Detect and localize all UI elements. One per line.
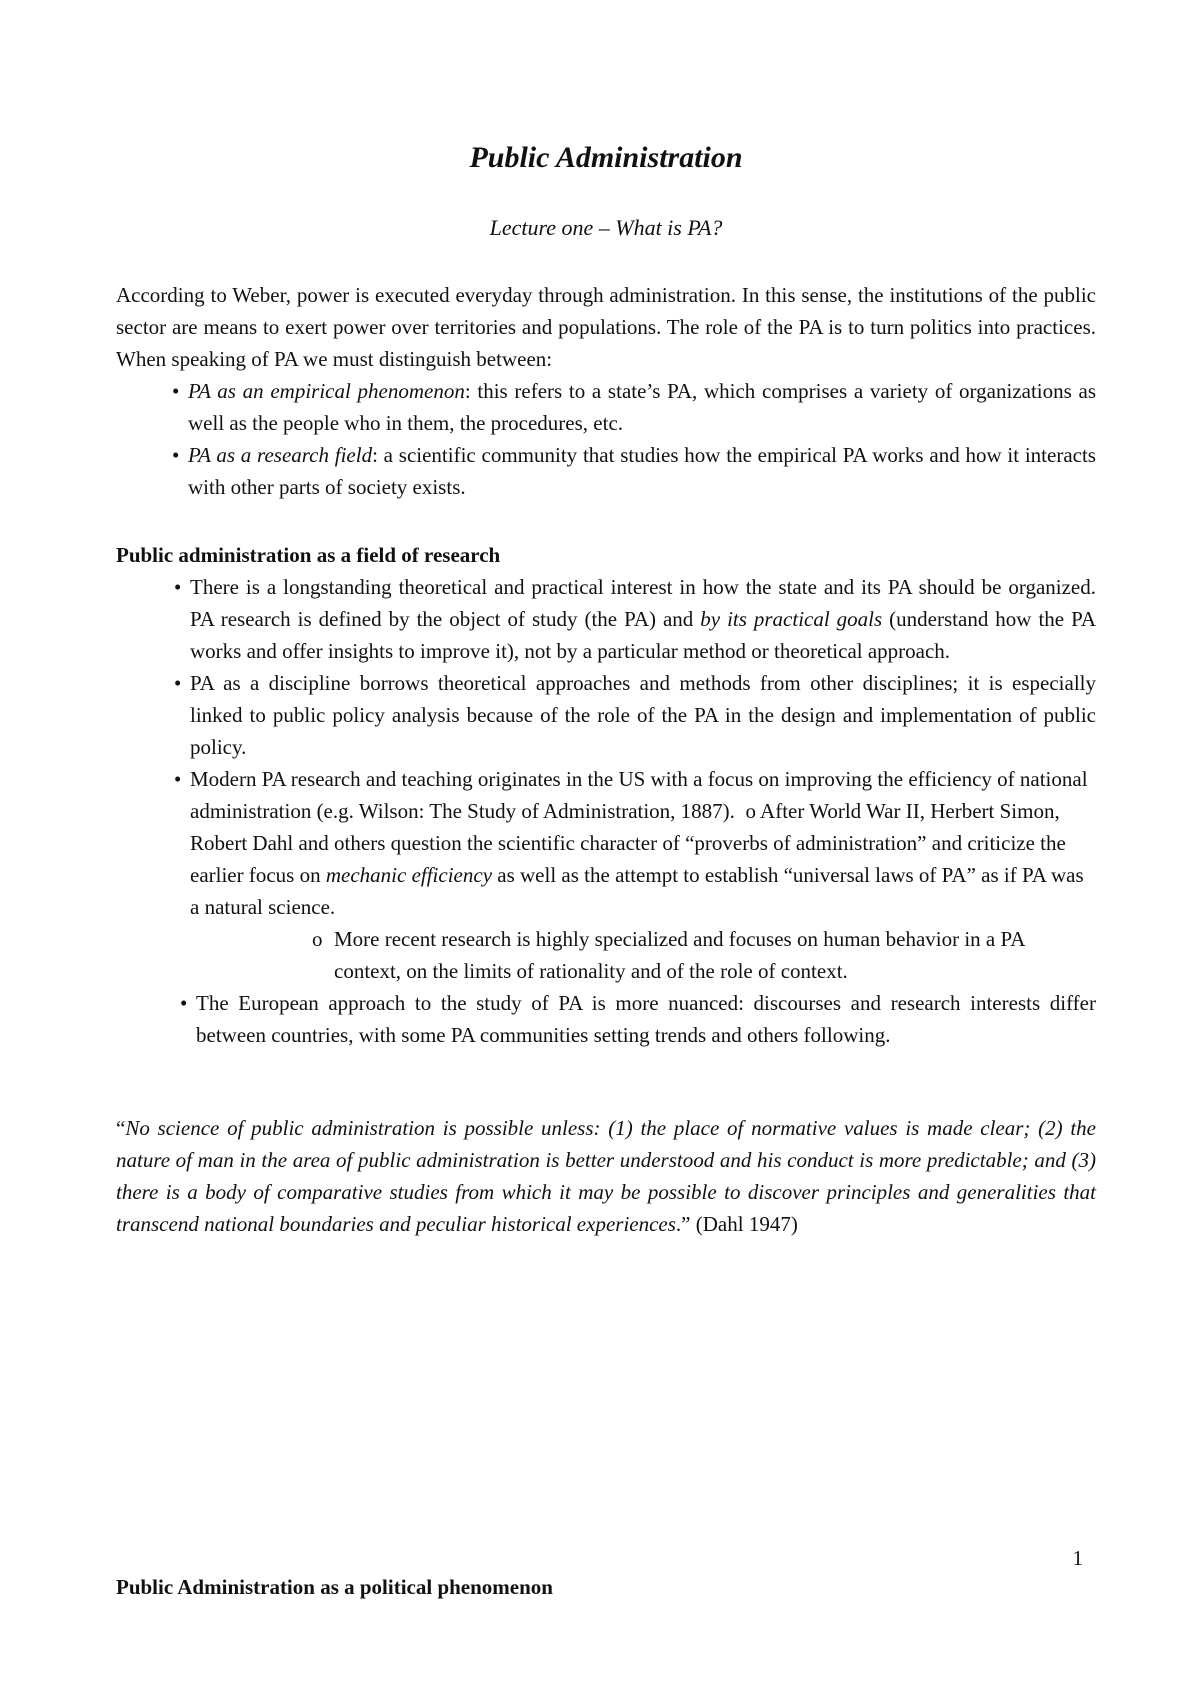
bullet-icon: •: [172, 443, 180, 467]
list-item: [116, 375, 1096, 439]
research-bullet-list: [116, 571, 1096, 1051]
bullet-text: Modern PA research and teaching originates in the US with a focus on improving the efficiency of national administration (e.g. Wilson: The Study of Administration, 1887).: [190, 767, 1088, 823]
bullet-text: (understand how the PA works and offer insights to improve it), not by a particular method or theoretical approach.: [190, 607, 1096, 663]
intro-section: [116, 279, 1096, 503]
bullet-icon: •: [172, 379, 180, 403]
bullet-text: PA as a discipline borrows theoretical approaches and methods from other disciplines; it is especially linked to public policy analysis because of the role of the PA in the design and implementation of public policy.: [190, 671, 1096, 759]
list-item: [116, 763, 1096, 987]
bullet-term: PA as an empirical phenomenon: [188, 379, 465, 403]
next-section-heading: Public Administration as a political phenomenon: [116, 1575, 553, 1599]
quote-open-mark: “: [116, 1116, 126, 1140]
sub-bullet-text: More recent research is highly specialized and focuses on human behavior in a PA context, on the limits of rationality and of the role of context.: [334, 927, 1025, 983]
intro-paragraph: According to Weber, power is executed everyday through administration. In this sense, the institutions of the public sector are means to exert power over territories and populations. The role of the PA is to turn politics into practices. When speaking of PA we must distinguish between:: [116, 283, 1096, 371]
bullet-text: : this refers to a state’s PA, which comprises a variety of organizations as well as the people who in them, the procedures, etc.: [188, 379, 1096, 435]
section-heading: Public administration as a field of research: [116, 543, 501, 567]
list-item: [116, 571, 1096, 667]
bullet-icon: •: [180, 991, 188, 1015]
page-number: 1: [1072, 1546, 1083, 1570]
bullet-icon: •: [174, 575, 182, 599]
bullet-term: PA as a research field: [188, 443, 373, 467]
bullet-text: There is a longstanding theoretical and practical interest in how the state and its PA should be organized. PA research is defined by the object of study (the PA) and: [190, 575, 1096, 631]
bullet-emphasis: mechanic efficiency: [325, 863, 493, 887]
dahl-quote: [116, 1112, 1096, 1240]
lecture-subtitle: Lecture one – What is PA?: [489, 215, 723, 240]
quote-text: No science of public administration is possible unless: (1) the place of normative values is made clear; (2) the nature of man in the area of public administration is better understood and his conduct is more predictable; and (3) there is a body of comparative studies from which it may be possible to discover principles and generalities that transcend national boundaries and peculiar historical experiences: [116, 1116, 1096, 1236]
bullet-text: as well as the attempt to establish “universal laws of PA” as if PA was a natural science.: [190, 863, 1084, 919]
bullet-icon: •: [174, 671, 182, 695]
intro-bullet-list: [116, 375, 1096, 503]
sub-bullet-marker: o: [745, 799, 756, 823]
list-item: [116, 987, 1096, 1051]
bullet-text: The European approach to the study of PA is more nuanced: discourses and research interests differ between countries, with some PA communities setting trends and others following.: [196, 991, 1096, 1047]
bullet-icon: •: [174, 767, 182, 791]
research-section: [116, 571, 1096, 1051]
quote-citation: (Dahl 1947): [690, 1212, 798, 1236]
sub-bullet-icon: o: [312, 927, 323, 951]
list-item: [190, 923, 1096, 987]
sub-bullet-list: [190, 923, 1096, 987]
list-item: [116, 439, 1096, 503]
bullet-emphasis: by its practical goals: [700, 607, 883, 631]
bullet-text: : a scientific community that studies how the empirical PA works and how it interacts with other parts of society exists.: [188, 443, 1096, 499]
bullet-text: After World War II, Herbert Simon, Robert Dahl and others question the scientific character of “proverbs of administration” and criticize the earlier focus on: [190, 799, 1066, 887]
document-title: Public Administration: [469, 141, 743, 174]
quote-close-mark: .”: [675, 1212, 691, 1236]
list-item: [116, 667, 1096, 763]
